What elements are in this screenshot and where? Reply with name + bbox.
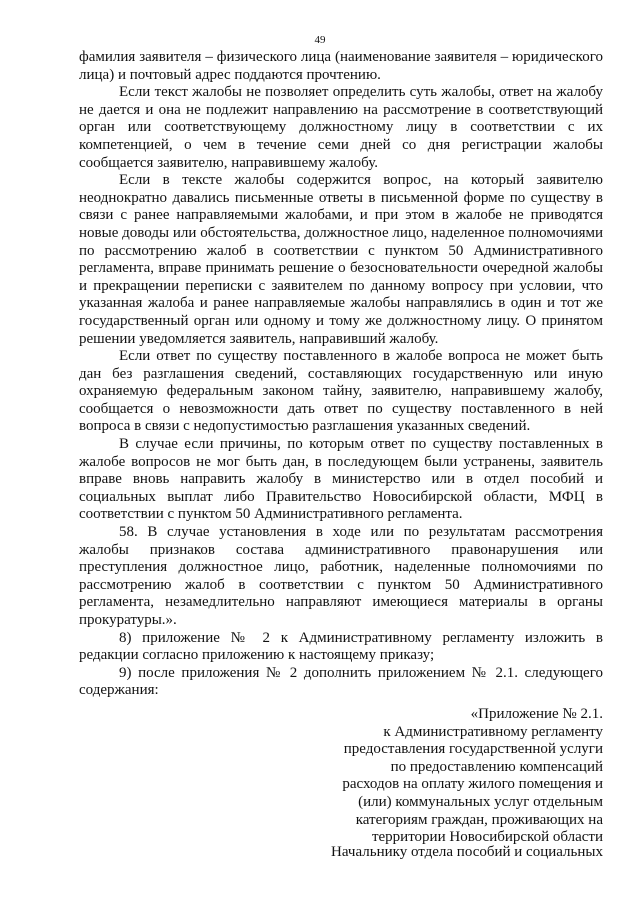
appendix-header-line: расходов на оплату жилого помещения и (342, 776, 603, 793)
document-body (79, 49, 603, 847)
paragraph-complaint-undetermined: Если текст жалобы не позволяет определить суть жалобы, ответ на жалобу не дается и она не подлежит направлению на рассмотрение в соответствующий орган или соответствующему должностному лицу в соответствии с их компетенцией, о чем в течение семи дней со дня регистрации жалобы сообщается заявителю, направившему жалобу. (79, 84, 603, 171)
appendix-header-line: к Административному регламенту (383, 723, 603, 740)
appendix-header-line: «Приложение № 2.1. (470, 705, 603, 722)
appendix-header-line: (или) коммунальных услуг отдельным (358, 793, 603, 810)
page-number: 49 (314, 34, 326, 46)
paragraph-state-secret: Если ответ по существу поставленного в жалобе вопроса не может быть дан без разглашения сведений, составляющих государственную или иную охраняемую федеральным законом тайну, заявителю, направившему жалобу, сообщается о невозможности дать ответ по существу поставленного в ней вопроса в связи с недопустимостью разглашения указанных сведений. (79, 348, 603, 435)
paragraph-causes-eliminated: В случае если причины, по которым ответ по существу поставленных в жалобе вопросов не мог быть дан, в последующем были устранены, заявитель вправе вновь направить жалобу в министерство или в отдел пособий и социальных выплат либо Правительство Новосибирской области, МФЦ в соответствии с пунктом 50 Административного регламента. (79, 436, 603, 523)
appendix-header-line: территории Новосибирской области (371, 829, 603, 846)
paragraph-item-9: 9) после приложения № 2 дополнить приложением № 2.1. следующего содержания: (79, 664, 603, 699)
appendix-header-line: по предоставлению компенсаций (390, 758, 603, 775)
paragraph-item-58: 58. В случае установления в ходе или по результатам рассмотрения жалобы признаков состава административного правонарушения или преступления должностное лицо, работник, наделенные полномочиями по рассмотрению жалоб в соответствии с пунктом 50 Административного регламента, незамедлительно направляют имеющиеся материалы в органы прокуратуры.». (79, 524, 603, 628)
paragraph-item-8: 8) приложение № 2 к Административному регламенту изложить в редакции согласно приложению к настоящему приказу; (79, 629, 603, 664)
paragraph-applicant-name: фамилия заявителя – физического лица (наименование заявителя – юридического лица) и почтовый адрес поддаются прочтению. (79, 49, 603, 83)
appendix-header-line: предоставления государственной услуги (343, 741, 603, 758)
appendix-header (79, 706, 603, 847)
paragraph-repeated-complaint: Если в тексте жалобы содержится вопрос, на который заявителю неоднократно давались письменные ответы в письменной форме по существу в связи с ранее направляемыми жалобами, и при этом в жалобе не приводятся новые доводы или обстоятельства, должностное лицо, наделенное полномочиями по рассмотрению жалоб в соответствии с пунктом 50 Административного регламента, вправе принимать решение о безосновательности очередной жалобы и прекращении переписки с заявителем по данному вопросу при условии, что указанная жалоба и ранее направляемые жалобы направлялись в один и тот же государственный орган или одному и тому же должностному лицу. О принятом решении уведомляется заявитель, направивший жалобу. (79, 172, 603, 347)
appendix-header-line: категориям граждан, проживающих на (355, 811, 603, 828)
addressee-line: Начальнику отдела пособий и социальных (331, 844, 603, 860)
